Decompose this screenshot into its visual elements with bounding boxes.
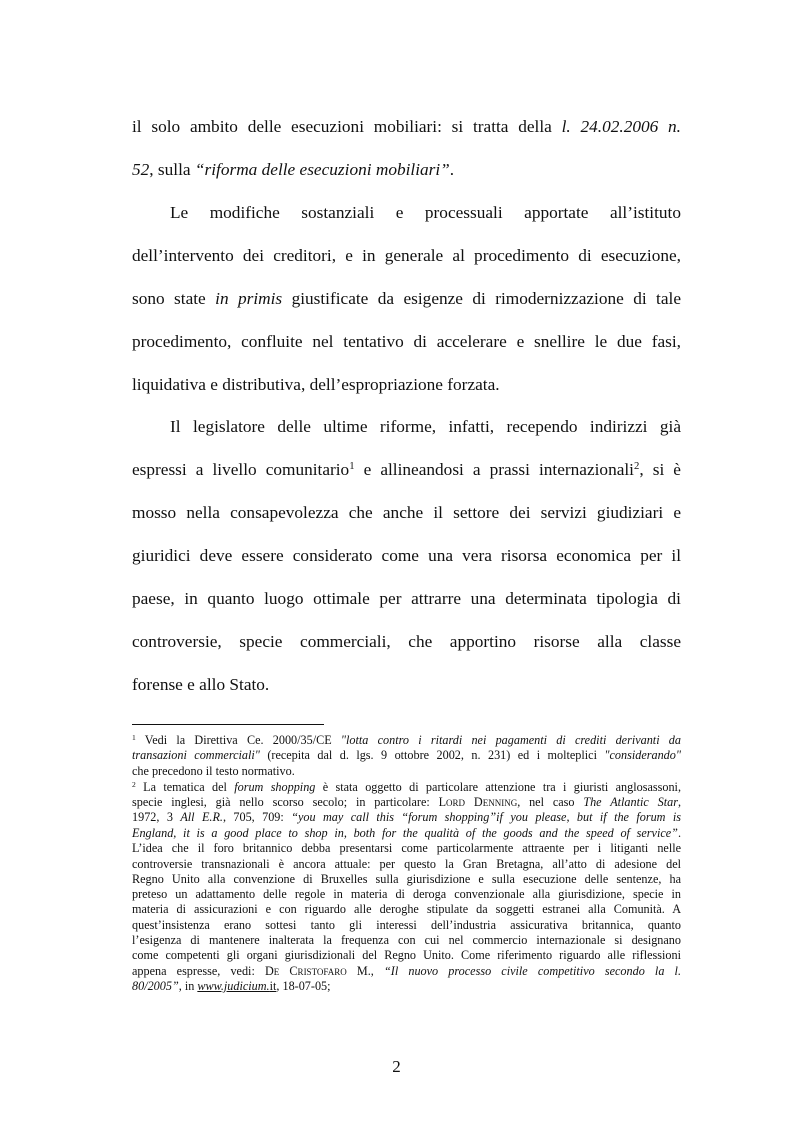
body-line: procedimento, confluite nel tentativo di accelerare e snellire le due fasi, — [132, 332, 681, 351]
text: . — [677, 826, 681, 840]
italic-text: transazioni commerciali" — [132, 748, 260, 762]
footnote-1-line — [132, 748, 681, 763]
body-line: liquidativa e distributiva, dell’espropriazione forzata. — [132, 375, 500, 394]
law-title: “riforma delle esecuzioni mobiliari” — [194, 160, 450, 179]
body-line: Le modifiche sostanziali e processuali apportate all’istituto — [170, 203, 681, 222]
text: sono state — [132, 289, 216, 308]
text: , 705, 709: — [222, 810, 292, 824]
article-title: 80/2005” — [132, 979, 179, 993]
text: La tematica del — [135, 780, 235, 794]
text: Vedi la Direttiva Ce. 2000/35/CE — [135, 733, 341, 747]
italic-text: "lotta contro i ritardi nei pagamenti di crediti derivanti da — [340, 733, 681, 747]
footnote-number: 1 — [132, 732, 136, 742]
footnote-2-line: controversie transnazionali è ancora attuale: per questo la Gran Bretagna, all’atto di adesione del — [132, 857, 681, 871]
website-link[interactable]: www.judicium. — [197, 979, 270, 993]
case-name: The Atlantic Star — [583, 795, 678, 809]
text: (recepita dal d. lgs. 9 ottobre 2002, n. 231) ed i molteplici — [259, 748, 605, 762]
footnote-2-line: quest’insistenza erano sottesi tanto gli interessi dell’industria assicurativa britannica, quanto — [132, 918, 681, 932]
text: , sulla — [149, 160, 195, 179]
text: , 18-07-05; — [276, 979, 331, 993]
quotation: England, it is a good place to shop in, both for the qualità of the goods and the speed of service” — [132, 826, 678, 840]
body-line: forense e allo Stato. — [132, 675, 270, 694]
body-line: giuridici deve essere considerato come una vera risorsa economica per il — [132, 546, 681, 565]
footnote-2-line: L’idea che il foro britannico debba presentarsi come particolarmente attraente per i litiganti nelle — [132, 841, 681, 855]
author-name: Lord Denning — [438, 795, 518, 809]
text: appena espresse, vedi: — [132, 964, 265, 978]
footnote-1-line: che precedono il testo normativo. — [132, 764, 295, 778]
footnote-2-line — [132, 979, 681, 994]
body-line — [132, 287, 681, 311]
text: giustificate da esigenze di rimodernizzazione di tale — [282, 289, 682, 308]
website-link-tld[interactable]: it — [269, 979, 277, 993]
body-line — [132, 115, 681, 139]
text: M., — [346, 964, 384, 978]
footnote-ref-1[interactable]: 1 — [349, 460, 355, 473]
body-line: controversie, specie commerciali, che apportino risorse alla classe — [132, 632, 681, 651]
footnote-2-line: Regno Unito alla convenzione di Bruxelles sulla giurisdizione e sulla esecuzione delle sentenze, ha — [132, 872, 681, 886]
footnote-1-line — [132, 733, 681, 748]
footnote-separator — [132, 724, 324, 725]
footnote-2-line: come competenti gli organi giurisdizionali del Regno Unito. Come riferimento riguardo alle riflessioni — [132, 948, 681, 962]
body-line: mosso nella consapevolezza che anche il settore dei servizi giudiziari e — [132, 503, 681, 522]
text: espressi a livello comunitario — [132, 460, 350, 479]
italic-text: "considerando" — [604, 748, 681, 762]
article-title: “Il nuovo processo civile competitivo secondo la l. — [383, 964, 681, 978]
footnote-2-line — [132, 964, 681, 979]
text: 1972, 3 — [132, 810, 181, 824]
text: e allineandosi a prassi internazionali — [354, 460, 634, 479]
law-reference: 52 — [132, 160, 150, 179]
text: , si è — [639, 460, 681, 479]
text: . — [449, 160, 455, 179]
body-line — [132, 158, 681, 182]
page-number: 2 — [392, 1057, 401, 1076]
italic-text: forum shopping — [234, 780, 316, 794]
footnote-2-line — [132, 810, 681, 825]
text: è stata oggetto di particolare attenzione tra i giuristi anglosassoni, — [315, 780, 681, 794]
footnote-2-line — [132, 826, 681, 841]
body-line: dell’intervento dei creditori, e in generale al procedimento di esecuzione, — [132, 246, 681, 265]
footnote-ref-2[interactable]: 2 — [634, 460, 640, 473]
author-name: De Cristofaro — [264, 964, 347, 978]
italic-text: All E.R. — [180, 810, 223, 824]
text: specie inglesi, già nello scorso secolo; in particolare: — [132, 795, 439, 809]
footnote-2-line: preteso un adattamento delle regole in materia di deroga convenzionale alla giurisdizione, specie in — [132, 887, 681, 901]
footnote-2-line: materia di assicurazioni e con riguardo alle deroghe stipulate da soggetti estranei alla Comunità. A — [132, 902, 681, 916]
text: , nel caso — [517, 795, 584, 809]
body-line: Il legislatore delle ultime riforme, infatti, recependo indirizzi già — [170, 417, 681, 436]
italic-text: in primis — [215, 289, 283, 308]
law-reference: l. 24.02.2006 n. — [561, 117, 681, 136]
body-line: paese, in quanto luogo ottimale per attrarre una determinata tipologia di — [132, 589, 681, 608]
footnote-2-line — [132, 795, 681, 810]
footnote-2-line: l’esigenza di mantenere inalterata la frequenza con cui nel commercio internazionale si designano — [132, 933, 681, 947]
footnote-number: 2 — [132, 779, 136, 789]
body-line — [132, 458, 681, 482]
quotation: “you may call this “forum shopping”if you please, but if the forum is — [291, 810, 682, 824]
text: , — [677, 795, 682, 809]
footnote-2-line — [132, 780, 681, 795]
text: , in — [178, 979, 198, 993]
text: il solo ambito delle esecuzioni mobiliari: si tratta della — [132, 117, 562, 136]
